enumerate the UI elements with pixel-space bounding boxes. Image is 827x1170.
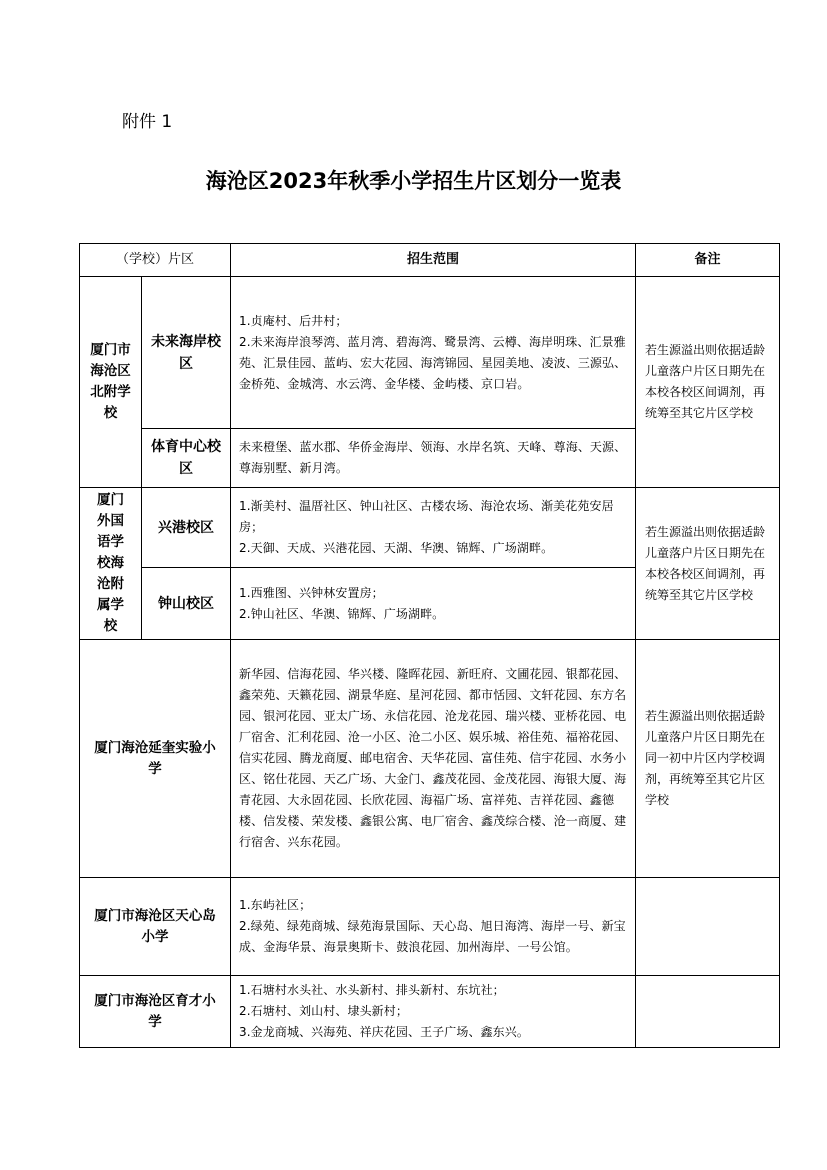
attachment-label: 附件 1	[122, 112, 173, 132]
range-line: 1.西雅图、兴钟林安置房；	[239, 585, 384, 600]
range-line: 3.金龙商城、兴海苑、祥庆花园、王子广场、鑫东兴。	[239, 1025, 529, 1039]
range-line: 2.石塘村、刘山村、埭头新村；	[239, 1004, 408, 1018]
school-name: 厦门市海沧区北附学校	[80, 277, 142, 488]
table-row	[80, 640, 780, 878]
enrollment-range	[231, 488, 636, 568]
table-row	[80, 878, 780, 976]
column-header-district: （学校）片区	[80, 244, 231, 277]
page-title: 海沧区2023年秋季小学招生片区划分一览表	[205, 169, 622, 193]
remark-cell	[636, 976, 780, 1048]
campus-name: 未来海岸校区	[142, 277, 231, 429]
enrollment-range	[231, 568, 636, 640]
remark-cell: 若生源溢出则依据适龄儿童落户片区日期先在本校各校区间调剂，再统筹至其它片区学校	[636, 277, 780, 488]
remark-cell	[636, 878, 780, 976]
range-line: 1.渐美村、温厝社区、钟山社区、古楼农场、海沧农场、渐美花苑安居房；	[239, 499, 614, 534]
range-line: 新华园、信海花园、华兴楼、隆晖花园、新旺府、文圃花园、银都花园、鑫荣苑、天籁花园、湖景华庭、星河花园、都市恬园、文轩花园、东方名园、银河花园、亚太广场、永信花园、沧龙花园、瑞兴楼、亚桥花园、电厂宿舍、汇利花园、沧一小区、沧二小区、娱乐城、裕佳苑、福裕花园、信实花园、腾龙商厦、邮电宿舍、天华花园、富佳苑、信宇花园、水务小区、铭仕花园、天乙广场、大金门、鑫茂花园、金茂花园、海银大厦、海青花园、大永固花园、长欣花园、海福广场、富祥苑、吉祥花园、鑫德楼、信发楼、荣发楼、鑫银公寓、电厂宿舍、鑫茂综合楼、沧一商厦、建行宿舍、兴东花园。	[239, 667, 627, 849]
enrollment-range	[231, 277, 636, 429]
table-header-row	[80, 244, 780, 277]
campus-name: 兴港校区	[142, 488, 231, 568]
range-line: 2.绿苑、绿苑商城、绿苑海景国际、天心岛、旭日海湾、海岸一号、新宝成、金海华景、海景奥斯卡、鼓浪花园、加州海岸、一号公馆。	[239, 919, 626, 954]
range-line: 1.石塘村水头社、水头新村、排头新村、东坑社；	[239, 983, 505, 997]
school-name: 厦门市海沧区天心岛小学	[80, 878, 231, 976]
table-row	[80, 277, 780, 429]
school-name: 厦门市海沧区育才小学	[80, 976, 231, 1048]
enrollment-range	[231, 640, 636, 878]
remark-cell: 若生源溢出则依据适龄儿童落户片区日期先在同一初中片区内学校调剂，再统筹至其它片区学校	[636, 640, 780, 878]
column-header-range: 招生范围	[231, 244, 636, 277]
column-header-note: 备注	[636, 244, 780, 277]
table-row	[80, 976, 780, 1048]
enrollment-range	[231, 976, 636, 1048]
enrollment-district-table	[79, 243, 780, 1048]
range-line: 未来橙堡、蓝水郡、华侨金海岸、领海、水岸名筑、天峰、尊海、天源、尊海别墅、新月湾。	[239, 440, 627, 475]
campus-name: 钟山校区	[142, 568, 231, 640]
range-line: 2.未来海岸浪琴湾、蓝月湾、碧海湾、鹭景湾、云樽、海岸明珠、汇景雅苑、汇景佳园、蓝屿、宏大花园、海湾锦园、星园美地、凌波、三源弘、金桥苑、金城湾、水云湾、金华楼、金屿楼、京口岩。	[239, 334, 627, 391]
enrollment-range	[231, 429, 636, 488]
range-line: 1.东屿社区；	[239, 898, 312, 912]
range-line: 2.钟山社区、华澳、锦辉、广场湖畔。	[239, 606, 445, 621]
campus-name: 体育中心校区	[142, 429, 231, 488]
range-line: 2.天御、天成、兴港花园、天湖、华澳、锦辉、广场湖畔。	[239, 541, 554, 555]
school-name: 厦门外国语学校海沧附属学校	[80, 488, 142, 640]
table-row	[80, 488, 780, 568]
enrollment-range	[231, 878, 636, 976]
school-name: 厦门海沧延奎实验小学	[80, 640, 231, 878]
remark-cell: 若生源溢出则依据适龄儿童落户片区日期先在本校各校区间调剂，再统筹至其它片区学校	[636, 488, 780, 640]
range-line: 1.贞庵村、后井村；	[239, 313, 348, 328]
